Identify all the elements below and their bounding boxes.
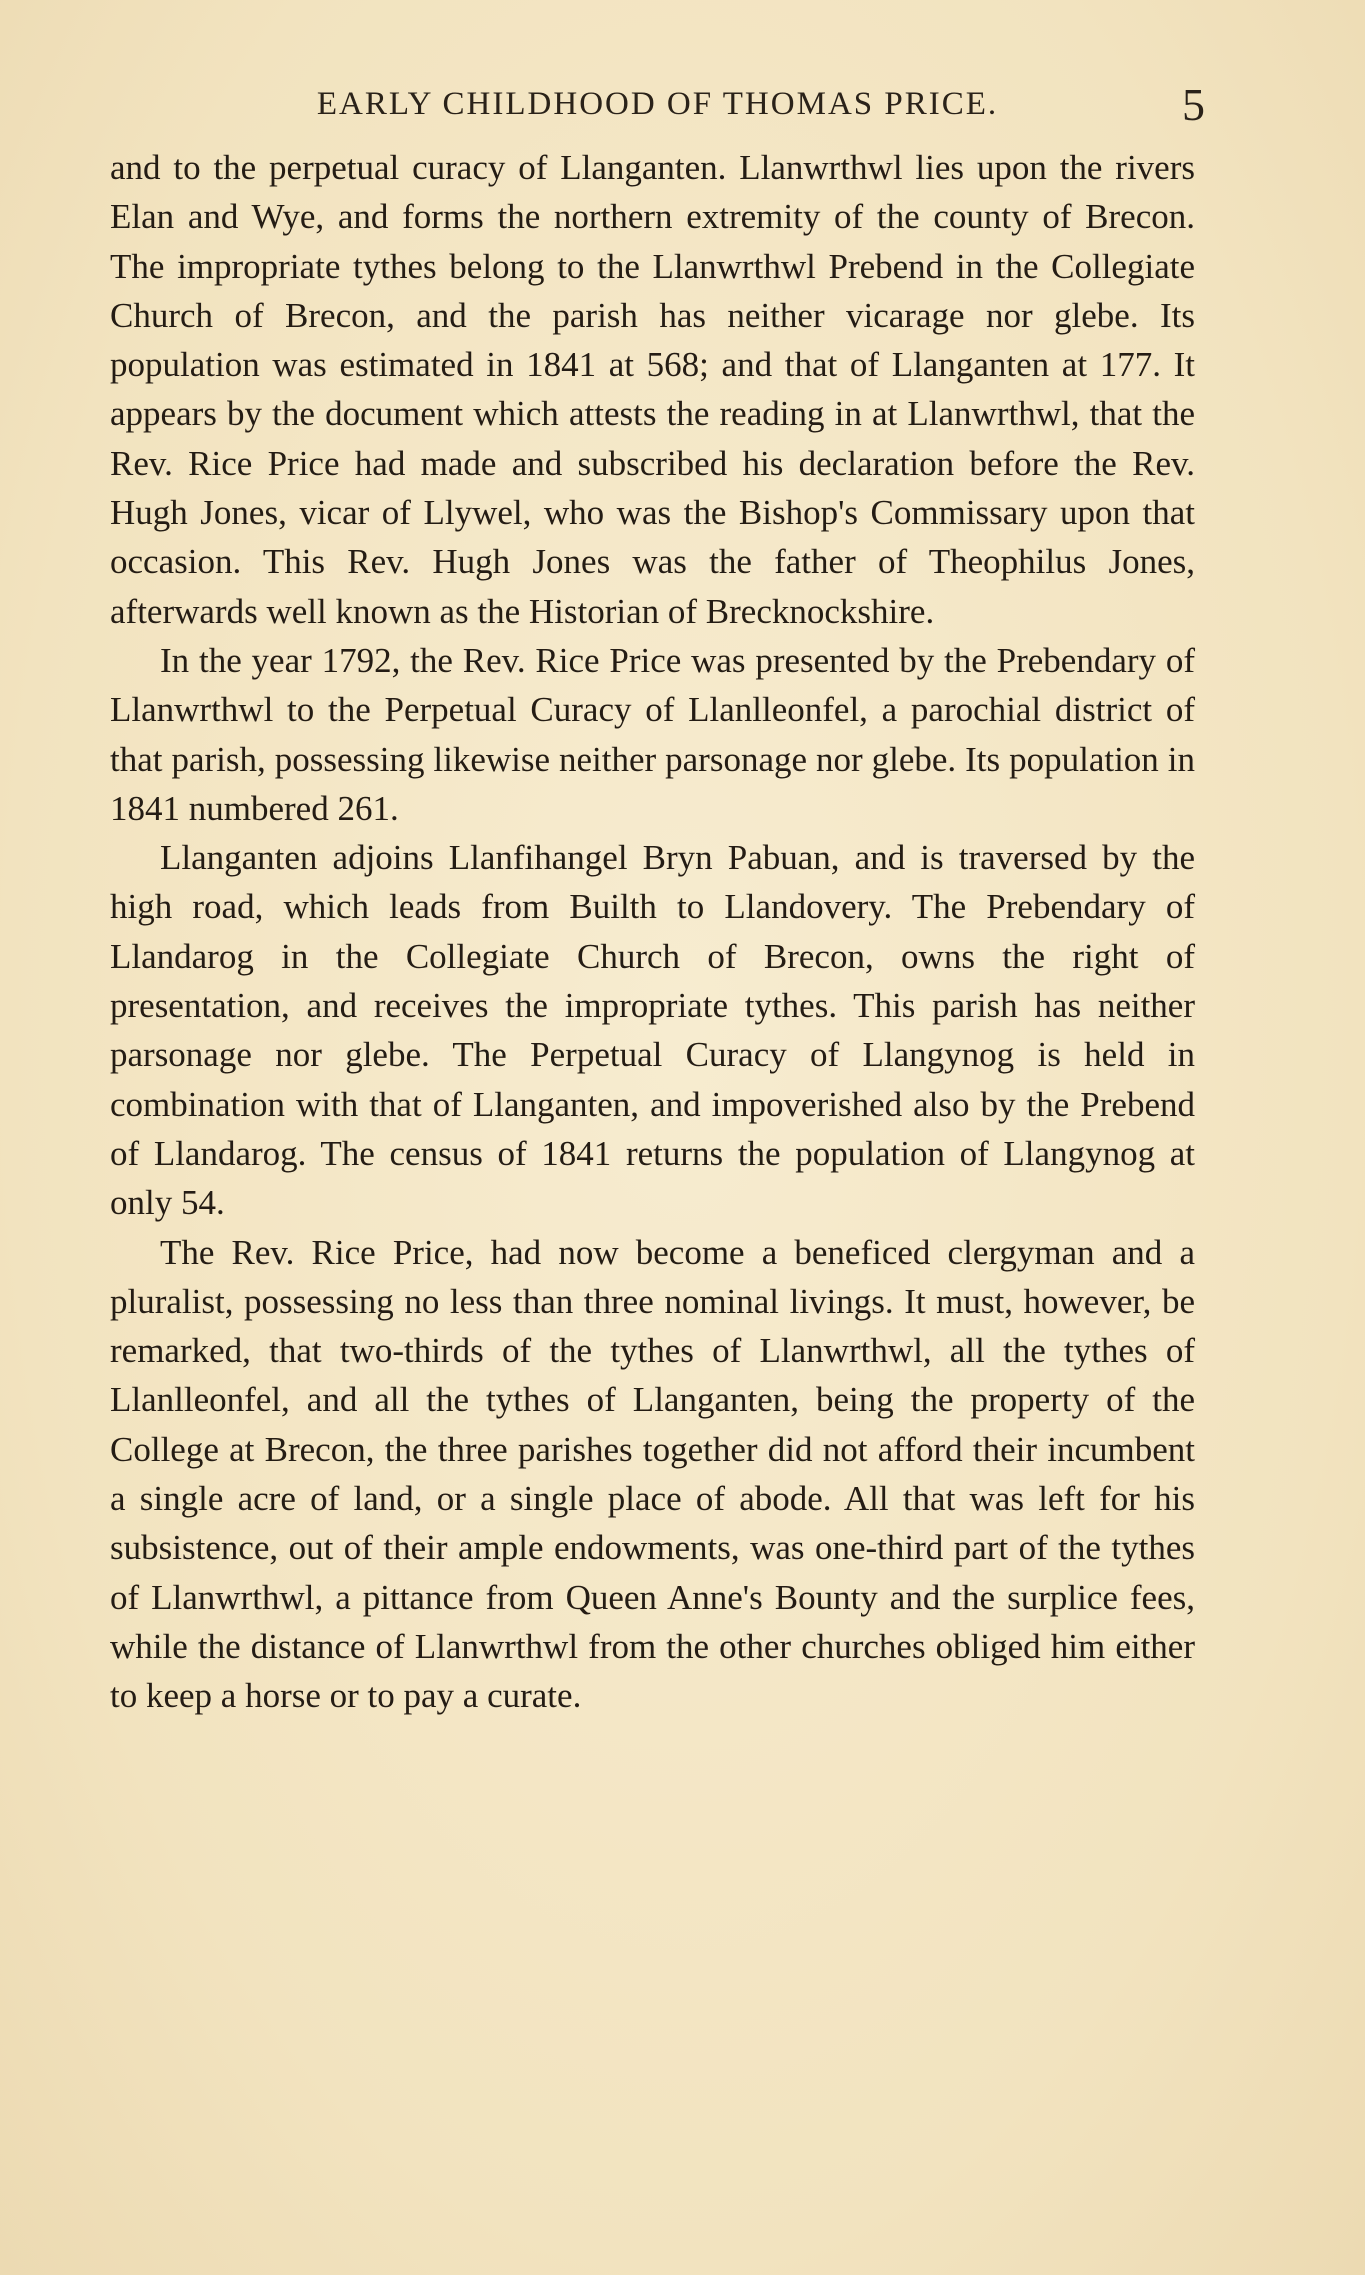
body-text [110,143,1195,1721]
paragraph-llanganten: Llanganten adjoins Llanfihangel Bryn Pabuan, and is traversed by the high road, which leads from Builth to Llandovery. The Prebendary of Llandarog in the Collegiate Church of Brecon, owns the right of presentation, and receives the impropriate tythes. This parish has neither parsonage nor glebe. The Perpetual Curacy of Llangynog is held in combination with that of Llanganten, and impoverished also by the Prebend of Llandarog. The census of 1841 returns the population of Llangynog at only 54. [110,838,1195,1223]
running-title: EARLY CHILDHOOD OF THOMAS PRICE. [316,86,999,122]
paragraph-continuation: and to the perpetual curacy of Llanganten. Llanwrthwl lies upon the rivers Elan and Wye, and forms the northern extremity of the county of Brecon. The impropriate tythes belong to the Llanwrthwl Prebend in the Collegiate Church of Brecon, and the parish has neither vicarage nor glebe. Its population was estimated in 1841 at 568; and that of Llanganten at 177. It appears by the document which attests the reading in at Llanwrthwl, that the Rev. Rice Price had made and subscribed his declaration before the Rev. Hugh Jones, vicar of Llywel, who was the Bishop's Commissary upon that occasion. This Rev. Hugh Jones was the father of Theophilus Jones, afterwards well known as the Historian of Brecknockshire. [110,148,1195,631]
running-head [110,78,1205,138]
page-number: 5 [1182,79,1205,130]
paragraph-pluralist: The Rev. Rice Price, had now become a beneficed clergyman and a pluralist, possessing no less than three nominal livings. It must, however, be remarked, that two-thirds of the tythes of Llanwrthwl, all the tythes of Llanlleonfel, and all the tythes of Llanganten, being the property of the College at Brecon, the three parishes together did not afford their incumbent a single acre of land, or a single place of abode. All that was left for his subsistence, out of their ample endowments, was one-third part of the tythes of Llanwrthwl, a pittance from Queen Anne's Bounty and the surplice fees, while the distance of Llanwrthwl from the other churches obliged him either to keep a horse or to pay a curate. [110,1232,1195,1716]
paragraph-llanlleonfel: In the year 1792, the Rev. Rice Price was presented by the Prebendary of Llanwrthwl to the Perpetual Curacy of Llanlleonfel, a parochial district of that parish, possessing likewise neither parsonage nor glebe. Its population in 1841 numbered 261. [110,640,1195,828]
